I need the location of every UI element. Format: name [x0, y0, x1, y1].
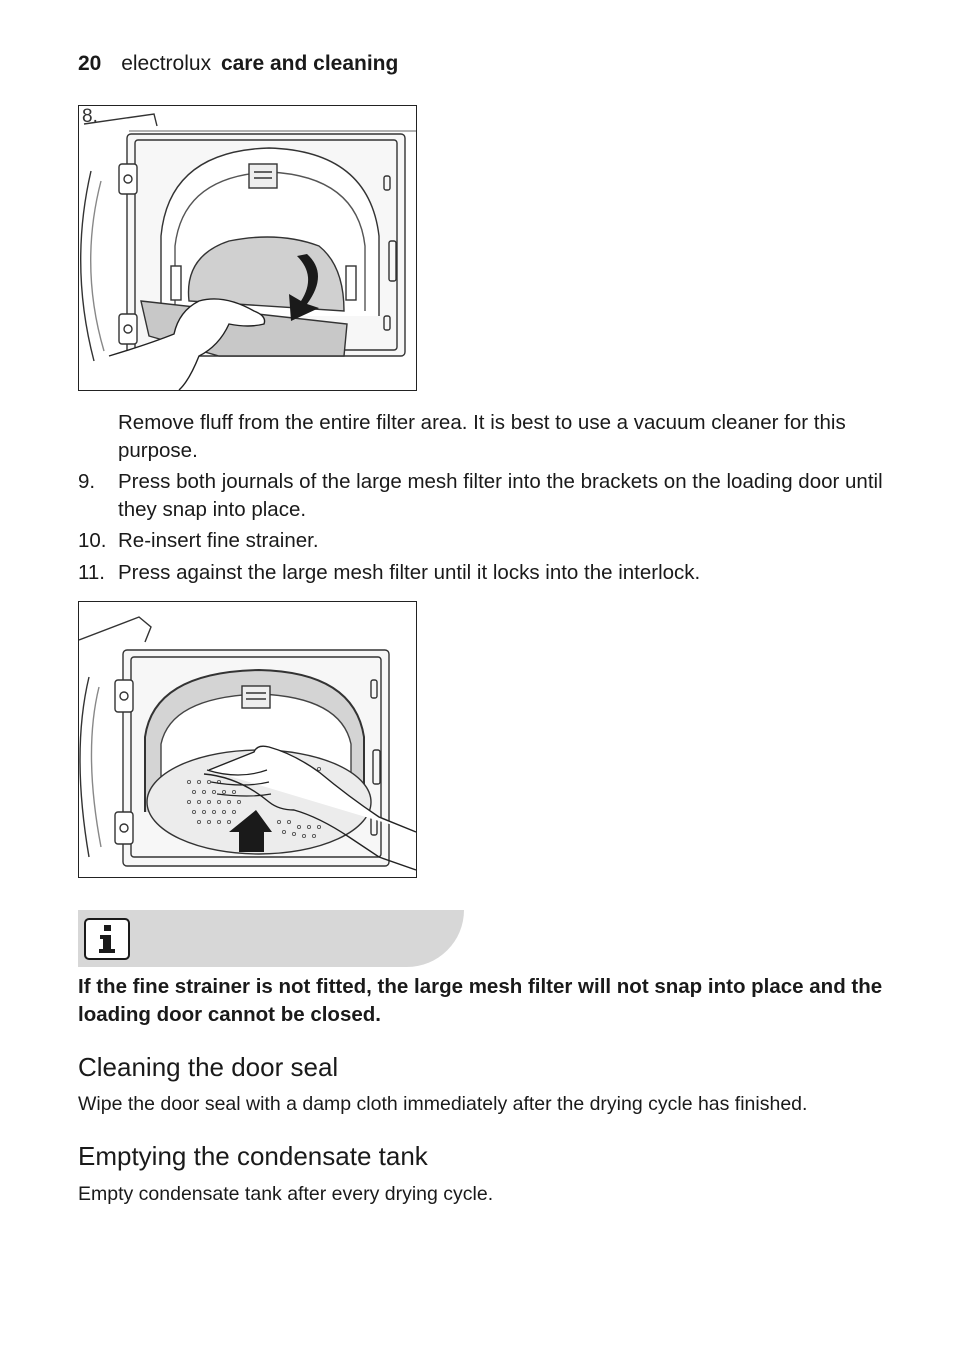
dryer-door-illustration-2: [79, 602, 416, 877]
step-number: 10.: [78, 529, 107, 552]
dryer-door-illustration-1: [79, 106, 416, 390]
step-number: 11.: [78, 561, 105, 584]
condensate-tank-text: Empty condensate tank after every drying cycle.: [78, 1183, 494, 1205]
brand-name: electrolux: [121, 52, 212, 75]
page-number: 20: [78, 52, 102, 75]
figure-label: 8.: [82, 106, 98, 127]
figure-press-filter: [78, 601, 417, 878]
step-text: Press both journals of the large mesh filter into the brackets on the loading door until they snap into place.: [118, 470, 883, 521]
step-text: Press against the large mesh filter until it locks into the interlock.: [118, 561, 701, 584]
heading-condensate-tank: Emptying the condensate tank: [78, 1141, 428, 1171]
page-header: [78, 52, 398, 76]
figure-remove-strainer: [78, 105, 417, 391]
info-warning-text: If the fine strainer is not fitted, the large mesh filter will not snap into place and the loading door cannot be closed.: [78, 975, 883, 1026]
step-text: Re-insert fine strainer.: [118, 529, 319, 552]
heading-door-seal: Cleaning the door seal: [78, 1052, 339, 1082]
step-number: 9.: [78, 470, 96, 493]
door-seal-text: Wipe the door seal with a damp cloth immediately after the drying cycle has finished.: [78, 1093, 808, 1115]
info-icon: [84, 918, 130, 960]
intro-paragraph: Remove fluff from the entire filter area. It is best to use a vacuum cleaner for this purpose.: [118, 411, 846, 462]
info-bar: [78, 910, 464, 967]
section-title: care and cleaning: [220, 52, 399, 75]
